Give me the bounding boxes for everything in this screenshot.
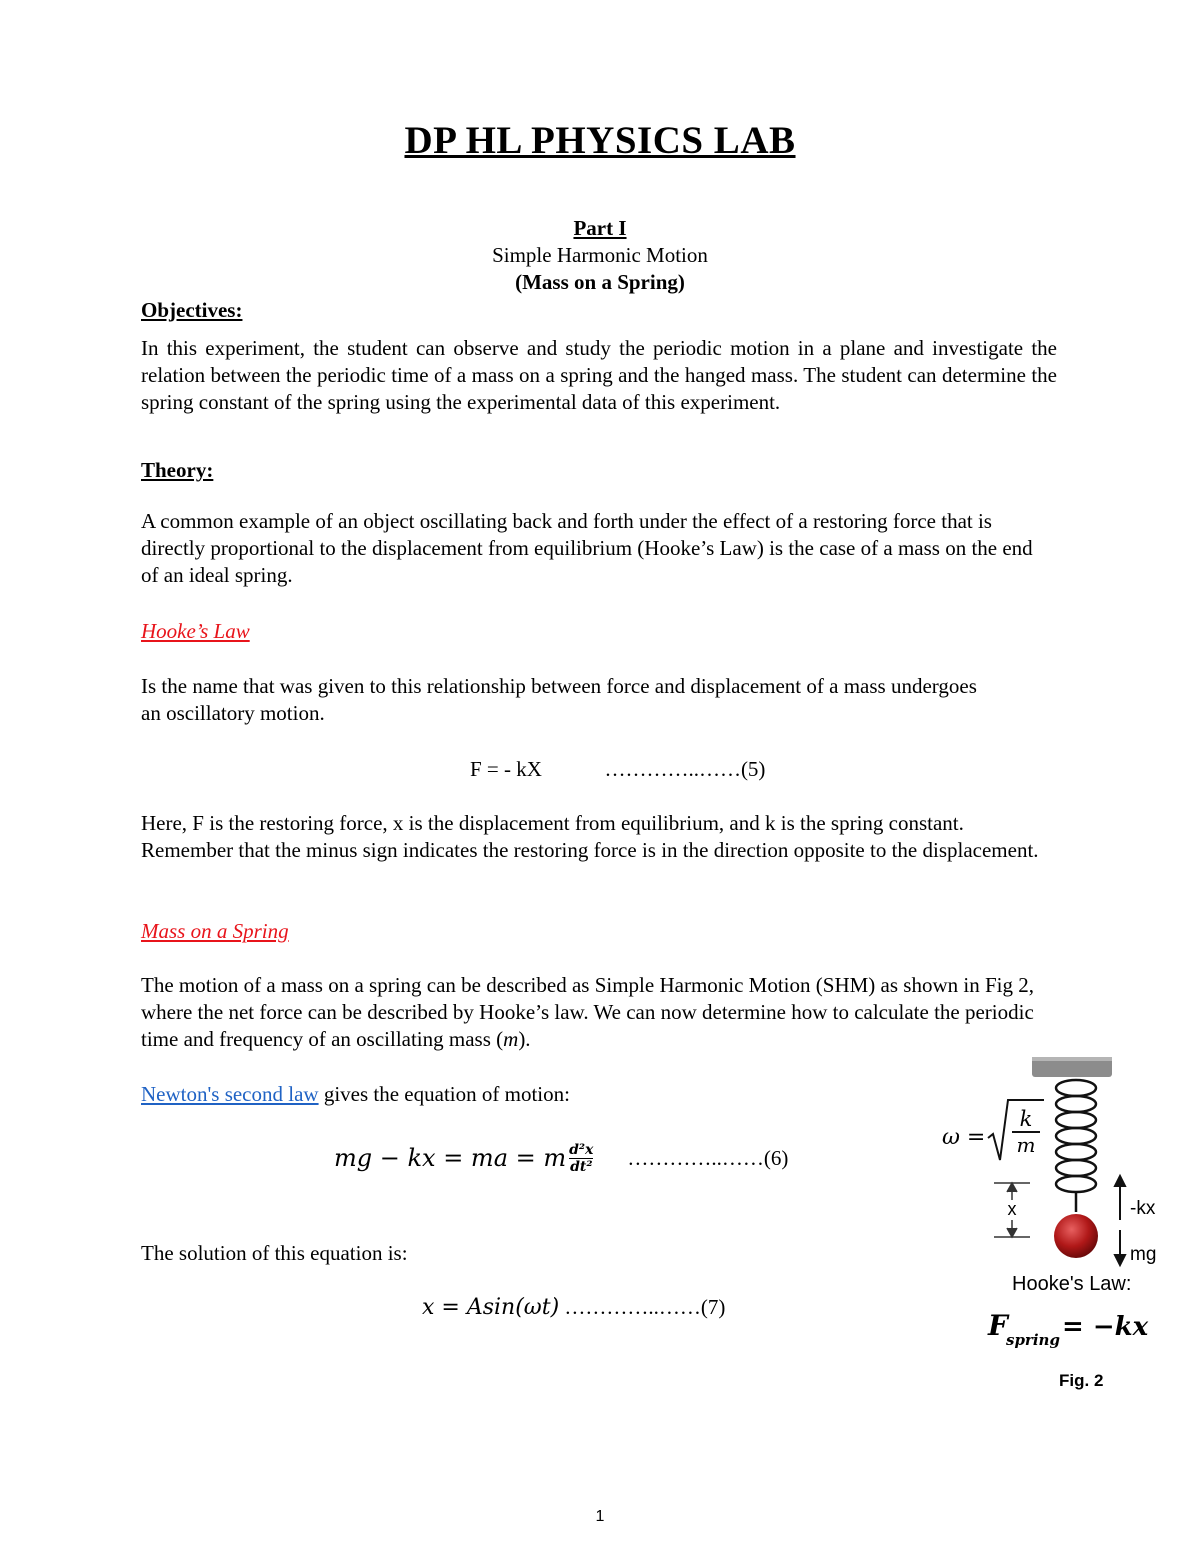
down-arrow-icon bbox=[1115, 1230, 1125, 1265]
f-spring-symbol: F bbox=[988, 1309, 1008, 1342]
theory-heading: Theory: bbox=[141, 458, 214, 482]
hookes-law-label: Hooke's Law: bbox=[1012, 1273, 1132, 1295]
ceiling-highlight bbox=[1032, 1057, 1112, 1061]
equation-5-number: …………..……(5) bbox=[604, 757, 766, 781]
x-label: x bbox=[1007, 1199, 1017, 1219]
omega-label: ω = bbox=[942, 1125, 986, 1150]
figure-caption: Fig. 2 bbox=[1059, 1371, 1104, 1390]
f-spring-subscript: spring bbox=[1006, 1331, 1060, 1349]
f-spring-rhs: = −kx bbox=[1062, 1312, 1149, 1342]
newton-line: Newton's second law gives the equation of motion: bbox=[141, 1082, 570, 1106]
hookes-law-explanation: Here, F is the restoring force, x is the displacement from equilibrium, and k is the spring constant. Remember that the minus sign indicates the restoring force is in the direction opposite to the displacement. bbox=[141, 811, 1039, 862]
hookes-law-heading: Hooke’s Law bbox=[141, 619, 250, 643]
solution-text: The solution of this equation is: bbox=[141, 1241, 408, 1265]
equation-6-number: …………..……(6) bbox=[627, 1145, 789, 1170]
equation-7-number: …………..……(7) bbox=[559, 1295, 726, 1319]
spring-mass-diagram bbox=[940, 1052, 1180, 1352]
equation-5 bbox=[470, 757, 765, 782]
hookes-law-text: Is the name that was given to this relationship between force and displacement of a mass undergoes an oscillatory motion. bbox=[141, 674, 977, 725]
subtitle-bold: (Mass on a Spring) bbox=[515, 270, 685, 294]
theory-text: A common example of an object oscillating back and forth under the effect of a restoring force that is directly proportional to the displacement from equilibrium (Hooke’s Law) is the case of a mass on the end of an ideal spring. bbox=[141, 509, 1033, 587]
omega-m: m bbox=[1016, 1133, 1036, 1157]
figure-2 bbox=[940, 1052, 1180, 1352]
mass-ball-icon bbox=[1054, 1214, 1098, 1258]
equation-7-formula: x = Asin(ωt) bbox=[422, 1295, 560, 1320]
mass-on-spring-text: The motion of a mass on a spring can be described as Simple Harmonic Motion (SHM) as shown in Fig 2, where the net force can be described by Hooke’s law. We can now determine how to calculate the periodic time and frequency of an oscillating mass (m). bbox=[141, 973, 1034, 1051]
equation-5-formula: F = - kX bbox=[470, 757, 542, 781]
equation-6-fraction: d²x dt² bbox=[569, 1141, 594, 1175]
page-title: DP HL PHYSICS LAB bbox=[404, 119, 796, 162]
objectives-text: In this experiment, the student can observe and study the periodic motion in a plane and investigate the relation between the periodic time of a mass on a spring and the hanged mass. The student can determine the spring constant of the spring using the experimental data of this experiment. bbox=[141, 336, 1057, 414]
newtons-second-law-link[interactable]: Newton's second law bbox=[141, 1082, 319, 1106]
equation-6-formula: mg − kx = ma = m bbox=[334, 1144, 567, 1172]
mg-label: mg bbox=[1130, 1244, 1157, 1265]
spring-icon bbox=[1056, 1080, 1096, 1212]
objectives-heading: Objectives: bbox=[141, 298, 243, 322]
equation-6 bbox=[334, 1132, 788, 1184]
up-arrow-icon bbox=[1115, 1176, 1125, 1220]
omega-k: k bbox=[1019, 1107, 1033, 1131]
kx-label: -kx bbox=[1130, 1198, 1156, 1219]
equation-7 bbox=[422, 1295, 725, 1320]
mass-variable: m bbox=[503, 1027, 519, 1051]
mass-on-spring-heading: Mass on a Spring bbox=[141, 919, 289, 943]
part-heading: Part I bbox=[573, 216, 627, 240]
subtitle: Simple Harmonic Motion bbox=[492, 243, 708, 267]
page-number: 1 bbox=[595, 1508, 605, 1525]
